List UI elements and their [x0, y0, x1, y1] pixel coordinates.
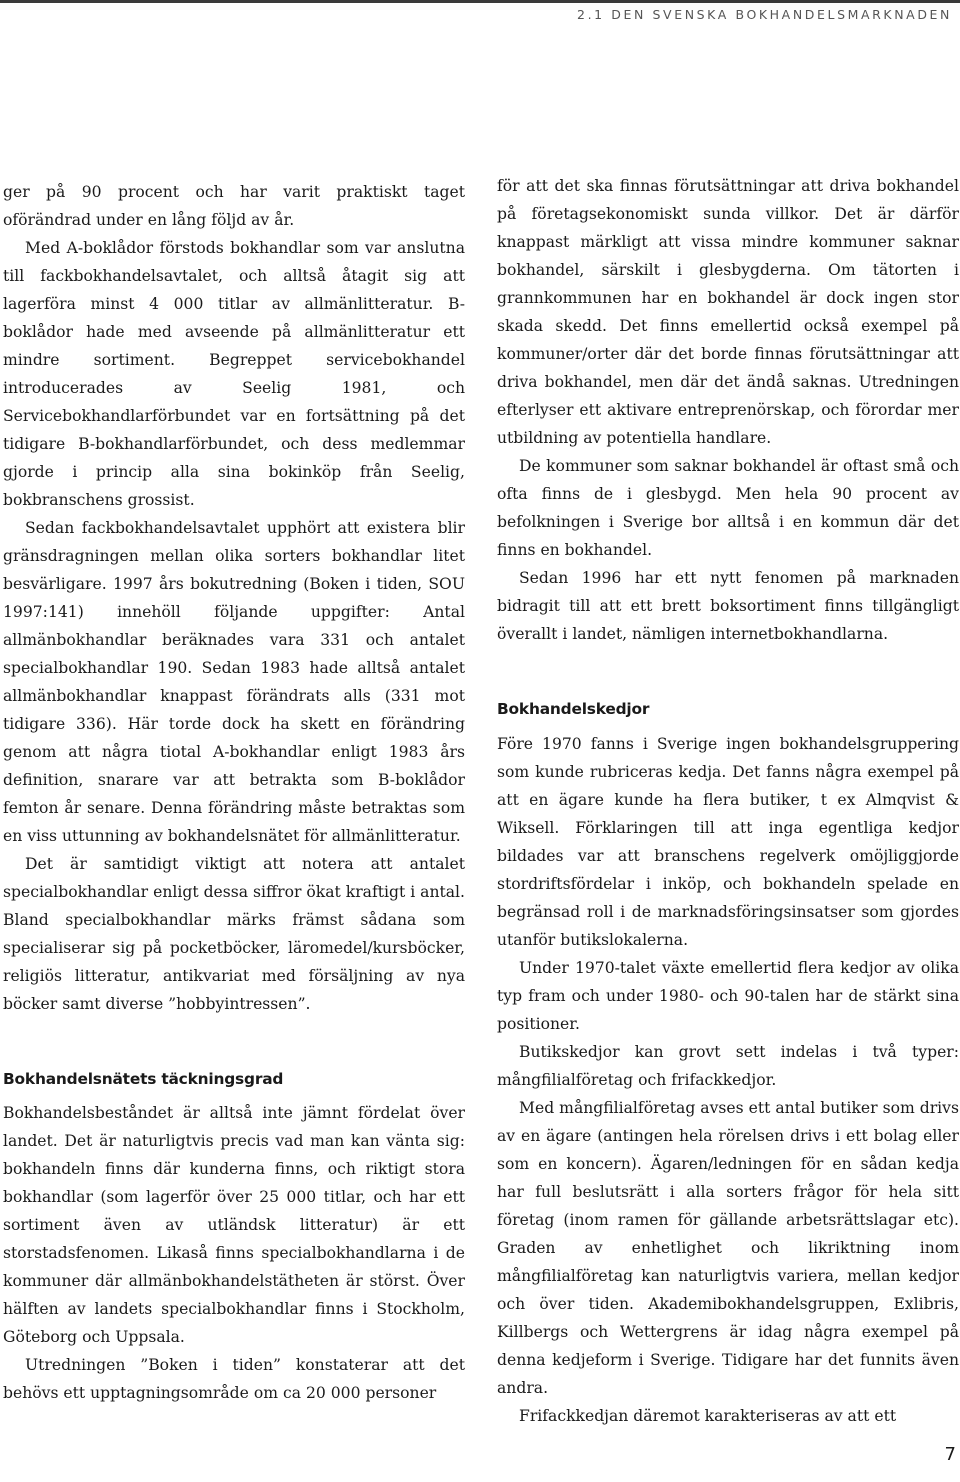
- running-header-title: 2.1 DEN SVENSKA BOKHANDELSMARKNADEN: [577, 7, 952, 22]
- right-paragraph-6: Butikskedjor kan grovt sett indelas i två typer: mångfilialföretag och frifackkedjor.: [497, 1043, 959, 1089]
- left-paragraph-5: Bokhandelsbeståndet är alltså inte jämnt fördelat över landet. Det är naturligtvis precis vad man kan vänta sig: bokhandeln finns där kunderna finns, och riktigt stora bokhandlar (som lagerför över 25 000 titlar, och har ett sortiment även av utländsk litteratur) är ett storstadsfenomen. Likaså finns specialbokhandlarna i de kommuner där allmänbokhandelstätheten är störst. Över hälften av landets specialbokhandlar finns i Stockholm, Göteborg och Uppsala.: [3, 1104, 465, 1346]
- right-paragraph-8: Frifackkedjan däremot karakteriseras av att ett: [519, 1407, 897, 1425]
- running-header: [0, 0, 960, 28]
- right-paragraph-1: för att det ska finnas förutsättningar att driva bokhandel på företagsekonomiskt sunda villkor. Det är därför knappast märkligt att vissa mindre kommuner saknar bokhandel, särskilt i glesbygderna. Om tätorten i grannkommunen har en bokhandel är dock ingen stor skada skedd. Det finns emellertid också exempel på kommuner/orter där det borde finnas förutsättningar att driva bokhandel, men där det ändå saknas. Utredningen efterlyser ett aktivare entreprenörskap, och förordar mer utbildning av potentiella handlare.: [497, 177, 959, 447]
- left-paragraph-1: ger på 90 procent och har varit praktiskt taget oförändrad under en lång följd av år.: [3, 183, 465, 229]
- left-paragraph-4: Det är samtidigt viktigt att notera att antalet specialbokhandlar enligt dessa siffror ökat kraftigt i antal. Bland specialbokhandlar märks främst sådana som specialiserar sig på pocketböcker, läromedel/kursböcker, religiös litteratur, antikvariat med försäljning av nya böcker samt diverse ”hobbyintressen”.: [3, 855, 465, 1013]
- right-paragraph-2: De kommuner som saknar bokhandel är oftast små och ofta finns de i glesbygd. Men hela 90 procent av befolkningen i Sverige bor alltså i en kommun där det finns en bokhandel.: [497, 457, 959, 559]
- right-paragraph-5: Under 1970-talet växte emellertid flera kedjor av olika typ fram och under 1980- och 90-talen har de stärkt sina positioner.: [497, 959, 959, 1033]
- right-paragraph-7: Med mångfilialföretag avses ett antal butiker som drivs av en ägare (antingen hela rörelsen drivs i ett bolag eller som en koncern). Ägaren/ledningen för en sådan kedja har full beslutsrätt i alla sorters frågor för hela sitt företag (inom ramen för gällande arbetsrättslagar etc). Graden av enhetlighet och likriktning inom mångfilialföretag kan naturligtvis variera, mellan kedjor och över tiden. Akademibokhandelsgruppen, Exlibris, Killbergs och Wettergrens är idag några exempel på denna kedjeform i Sverige. Tidigare har det funnits även andra.: [497, 1099, 959, 1397]
- left-paragraph-2: Med A-boklådor förstods bokhandlar som var anslutna till fackbokhandelsavtalet, och alltså åtagit sig att lagerföra minst 4 000 titlar av allmänlitteratur. B-boklådor hade med avseende på allmänlitteratur ett mindre sortiment. Begreppet servicebokhandel introducerades av Seelig 1981, och Servicebokhandlarförbundet var en fortsättning på det tidigare B-bokhandlarförbundet, och dess medlemmar gjorde i princip alla sina bokinköp från Seelig, bokbranschens grossist.: [3, 239, 465, 509]
- left-column: [3, 178, 465, 1407]
- right-column: [497, 172, 959, 1430]
- left-paragraph-6: Utredningen ”Boken i tiden” konstaterar att det behövs ett upptagningsområde om ca 20 000 personer: [3, 1356, 465, 1402]
- section-heading-tackningsgrad: Bokhandelsnätets täckningsgrad: [3, 1070, 284, 1088]
- section-heading-bokhandelskedjor: Bokhandelskedjor: [497, 700, 650, 718]
- page-number: 7: [944, 1444, 956, 1465]
- right-paragraph-4: Före 1970 fanns i Sverige ingen bokhandelsgruppering som kunde rubriceras kedja. Det fanns några exempel på att en ägare kunde ha flera butiker, t ex Almqvist & Wiksell. Förklaringen till att inga egentliga kedjor bildades var att branschens regelverk omöjliggjorde stordriftsfördelar i inköp, och bokhandeln spelade en begränsad roll i de marknadsföringsinsatser som gjordes utanför butikslokalerna.: [497, 735, 959, 949]
- right-paragraph-3: Sedan 1996 har ett nytt fenomen på marknaden bidragit till att ett brett boksortiment finns tillgängligt överallt i landet, nämligen internetbokhandlarna.: [497, 569, 959, 643]
- left-paragraph-3: Sedan fackbokhandelsavtalet upphört att existera blir gränsdragningen mellan olika sorters bokhandlar litet besvärligare. 1997 års bokutredning (Boken i tiden, SOU 1997:141) innehöll följande uppgifter: Antal allmänbokhandlar beräknades vara 331 och antalet specialbokhandlar 190. Sedan 1983 hade alltså antalet allmänbokhandlar knappast förändrats alls (331 mot tidigare 336). Här torde dock ha skett en förändring genom att några tiotal A-bokhandlar enligt 1983 års definition, snarare var att betrakta som B-boklådor femton år senare. Denna förändring måste betraktas som en viss uttunning av bokhandelsnätet för allmänlitteratur.: [3, 519, 465, 845]
